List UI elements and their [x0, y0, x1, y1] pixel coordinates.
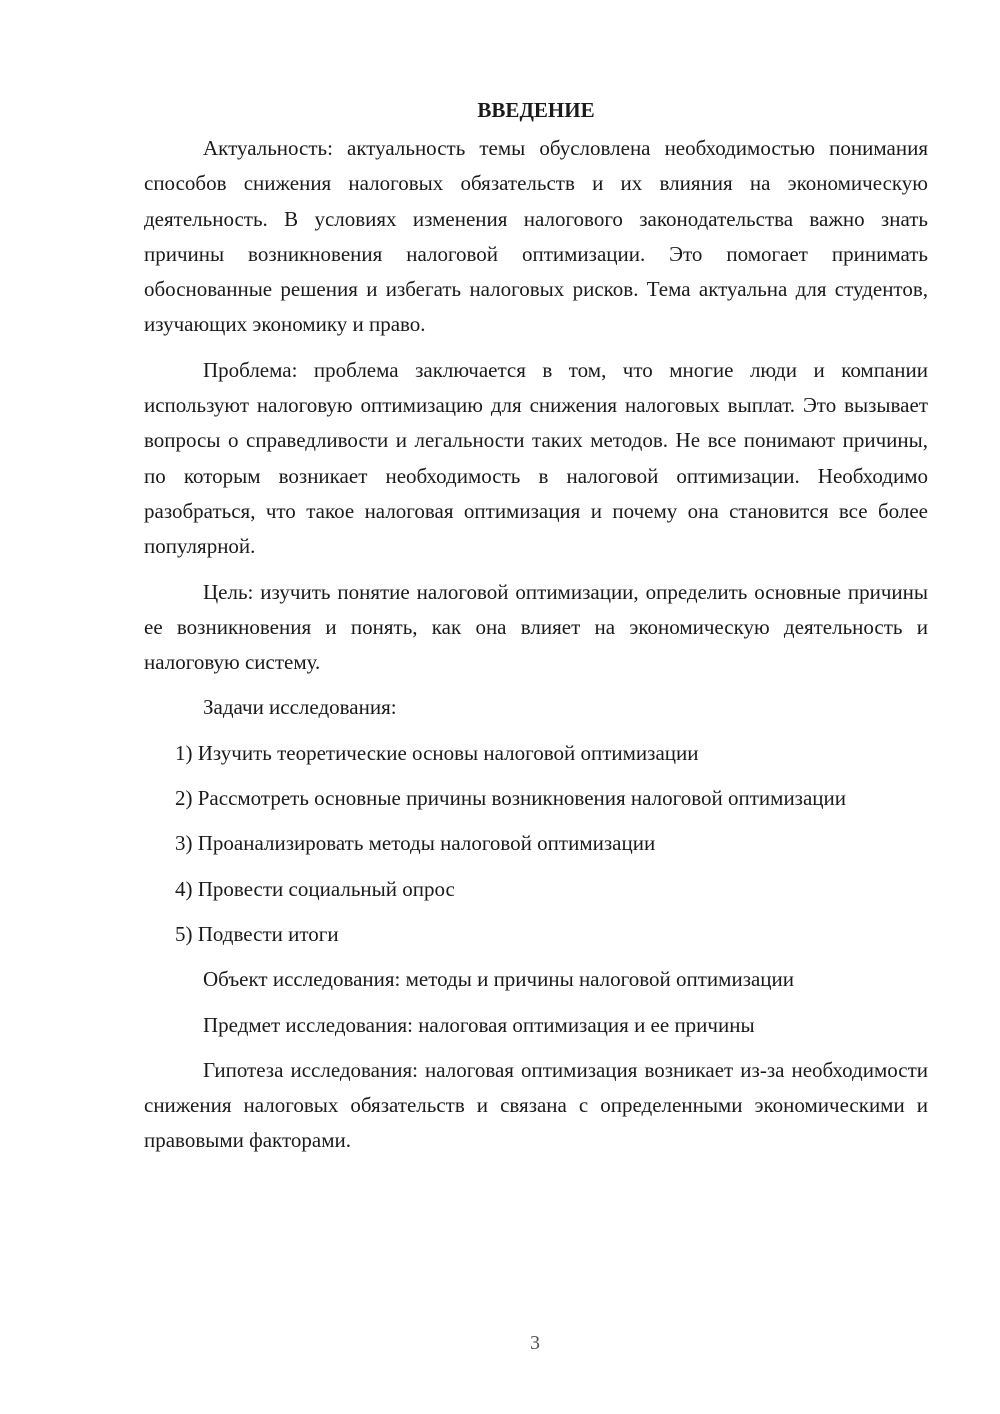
tasks-heading: Задачи исследования: — [203, 695, 397, 720]
paragraph-object: Объект исследования: методы и причины налоговой оптимизации — [203, 967, 795, 992]
task-item-3: 3) Проанализировать методы налоговой оптимизации — [175, 831, 656, 856]
paragraph-relevance: Актуальность: актуальность темы обусловлена необходимостью понимания способов снижения налоговых обязательств и их влияния на экономическую деятельность. В условиях изменения налогового законодательства важно знать причины возникновения налоговой оптимизации. Это помогает принимать обоснованные решения и избегать налоговых рисков. Тема актуальна для студентов, изучающих экономику и право. — [144, 136, 928, 337]
document-page — [144, 92, 928, 1169]
task-item-4: 4) Провести социальный опрос — [175, 876, 455, 901]
page-number: 3 — [530, 1332, 540, 1354]
task-item-5: 5) Подвести итоги — [175, 921, 339, 946]
paragraph-goal: Цель: изучить понятие налоговой оптимизации, определить основные причины ее возникновения и понять, как она влияет на экономическую деятельность и налоговую систему. — [144, 579, 928, 675]
paragraph-hypothesis: Гипотеза исследования: налоговая оптимизация возникает из-за необходимости снижения налоговых обязательств и связана с определенными экономическими и правовыми факторами. — [144, 1057, 928, 1153]
paragraph-problem: Проблема: проблема заключается в том, что многие люди и компании используют налоговую оптимизацию для снижения налоговых выплат. Это вызывает вопросы о справедливости и легальности таких методов. Не все понимают причины, по которым возникает необходимость в налоговой оптимизации. Необходимо разобраться, что такое налоговая оптимизация и почему она становится все более популярной. — [144, 357, 928, 559]
task-item-1: 1) Изучить теоретические основы налоговой оптимизации — [175, 740, 699, 765]
task-item-2: 2) Рассмотреть основные причины возникновения налоговой оптимизации — [175, 786, 847, 811]
paragraph-subject: Предмет исследования: налоговая оптимизация и ее причины — [203, 1012, 755, 1037]
section-title: ВВЕДЕНИЕ — [477, 98, 595, 122]
